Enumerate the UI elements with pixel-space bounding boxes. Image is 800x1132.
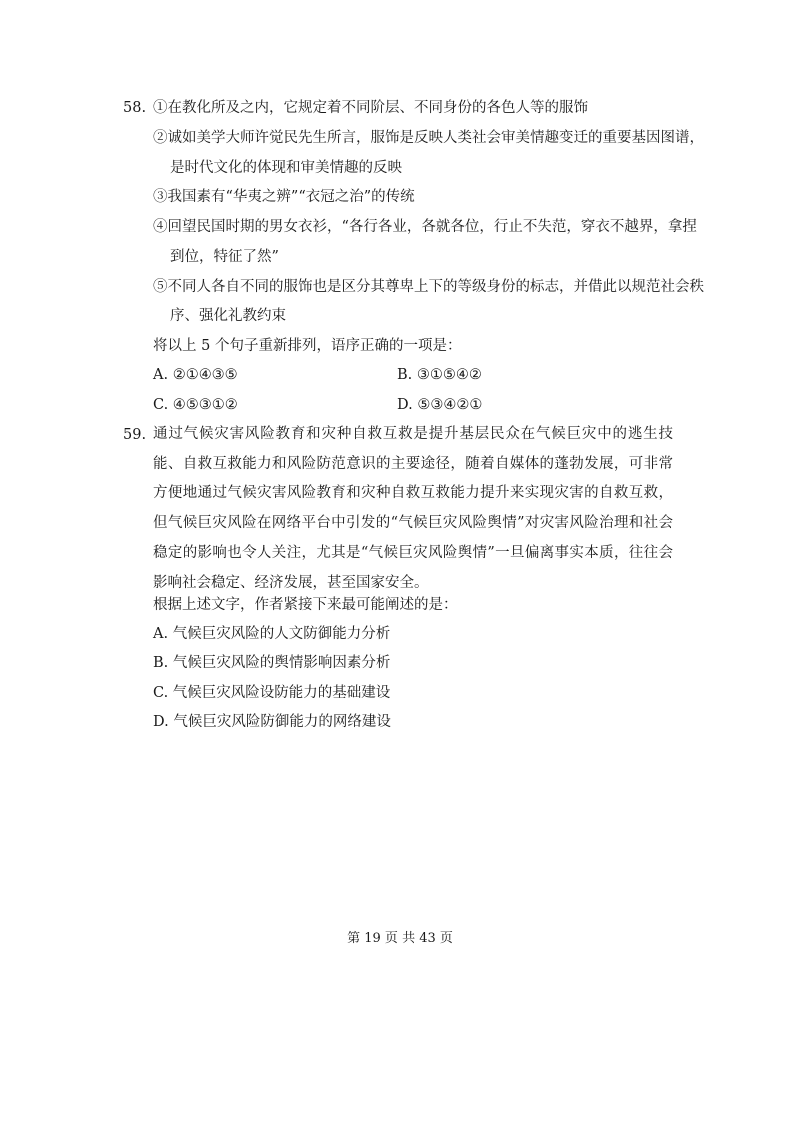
question-58-sentence-4-line-1: ④回望民国时期的男女衣衫，“各行各业，各就各位，行止不失范，穿衣不越界，拿捏	[153, 219, 697, 235]
question-58-sentence-2-line-1: ②诚如美学大师许觉民先生所言，服饰是反映人类社会审美情趣变迁的重要基因图谱，	[153, 130, 704, 146]
question-58-option-b: B. ③①⑤④②	[397, 367, 482, 383]
question-58-sentence-5-line-1: ⑤不同人各自不同的服饰也是区分其尊卑上下的等级身份的标志，并借此以规范社会秩	[153, 279, 704, 295]
question-58-sentence-4-line-2: 到位，特征了然”	[170, 249, 279, 265]
question-59-passage: 通过气候灾害风险教育和灾种自救互救是提升基层民众在气候巨灾中的逃生技能、自救互救能力和风险防范意识的主要途径，随着自媒体的蓬勃发展，可非常方便地通过气候灾害风险教育和灾种自救互救能力提升来实现灾害的自救互救，但气候巨灾风险在网络平台中引发的“气候巨灾风险舆情”对灾害风险治理和社会稳定的影响也令人关注，尤其是“气候巨灾风险舆情”一旦偏离事实本质，往往会影响社会稳定、经济发展，甚至国家安全。	[153, 426, 673, 591]
question-58-option-c: C. ④⑤③①②	[153, 397, 238, 413]
question-58-sentence-5-line-2: 序、强化礼教约束	[170, 308, 286, 324]
question-58-option-d: D. ⑤③④②①	[397, 397, 483, 413]
question-58-sentence-3: ③我国素有“华夷之辨”“衣冠之治”的传统	[153, 189, 415, 205]
question-58-sentence-1: ①在教化所及之内，它规定着不同阶层、不同身份的各色人等的服饰	[153, 100, 588, 116]
page-footer: 第 19 页 共 43 页	[347, 931, 453, 946]
question-59-stem: 根据上述文字，作者紧接下来最可能阐述的是：	[153, 597, 458, 613]
question-58-option-a: A. ②①④③⑤	[153, 367, 238, 383]
question-58-sentence-2-line-2: 是时代文化的体现和审美情趣的反映	[170, 160, 402, 176]
question-59-option-a: A. 气候巨灾风险的人文防御能力分析	[153, 626, 391, 642]
question-58-number: 58.	[123, 100, 147, 116]
question-59-option-b: B. 气候巨灾风险的舆情影响因素分析	[153, 655, 391, 671]
question-59-number: 59.	[123, 427, 147, 443]
question-58-stem: 将以上 5 个句子重新排列，语序正确的一项是：	[153, 338, 462, 354]
question-59-option-d: D. 气候巨灾风险防御能力的网络建设	[153, 714, 391, 730]
question-59-option-c: C. 气候巨灾风险设防能力的基础建设	[153, 685, 391, 701]
